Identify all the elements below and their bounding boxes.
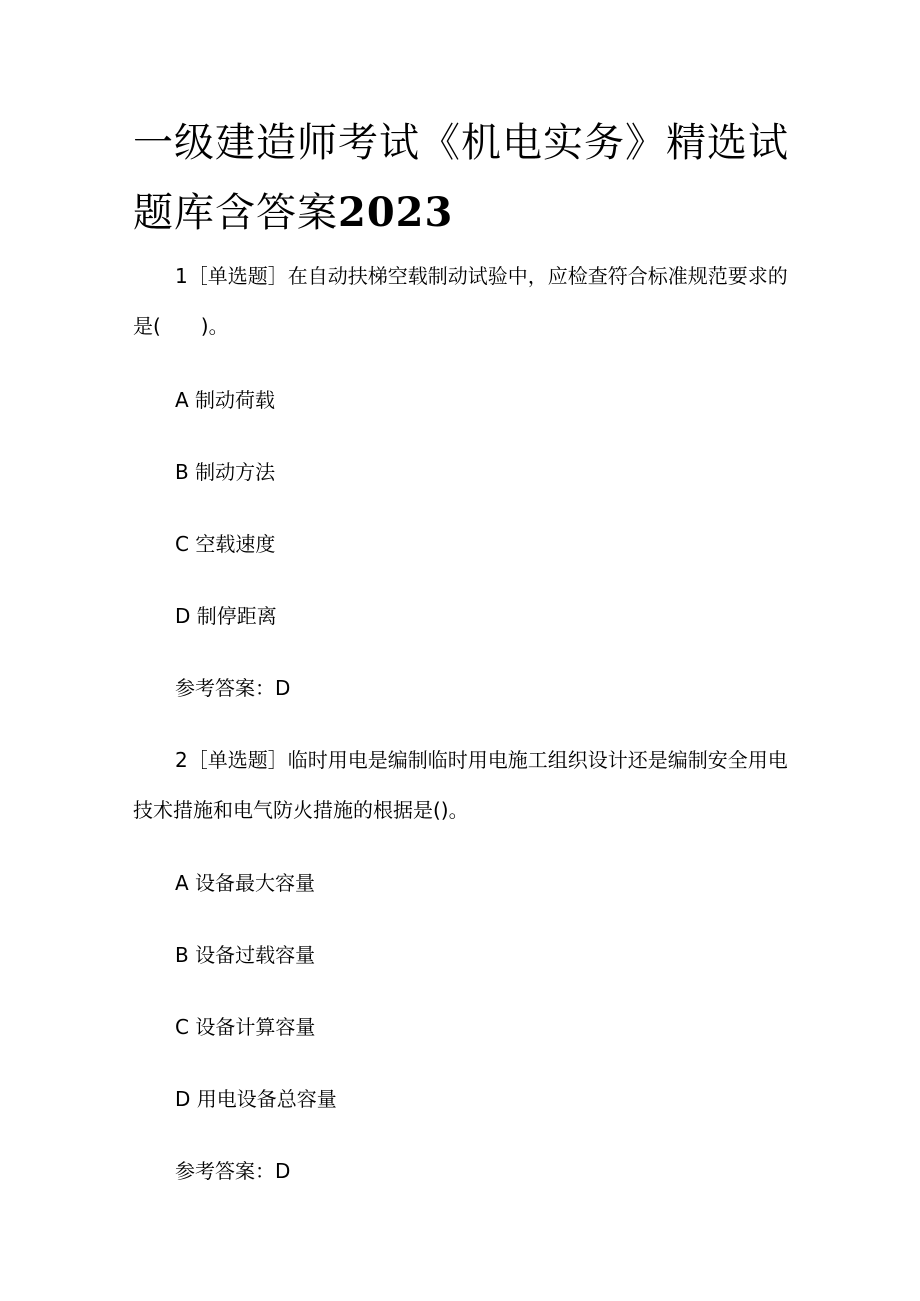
question-1-option-b: B 制动方法 bbox=[175, 460, 276, 484]
question-2-option-c: C 设备计算容量 bbox=[175, 1015, 316, 1039]
question-1-answer: 参考答案：D bbox=[175, 676, 291, 700]
title-year: 2023 bbox=[338, 189, 454, 236]
question-2-option-a: A 设备最大容量 bbox=[175, 871, 316, 895]
question-2-stem-line-2: 技术措施和电气防火措施的根据是()。 bbox=[133, 798, 469, 822]
question-1-stem-line-2: 是( )。 bbox=[133, 314, 229, 338]
question-2-option-d: D 用电设备总容量 bbox=[175, 1087, 337, 1111]
question-1-option-d: D 制停距离 bbox=[175, 604, 277, 628]
question-1-option-c: C 空载速度 bbox=[175, 532, 276, 556]
title-text: 一级建造师考试《机电实务》精选试题库含答案 bbox=[133, 120, 789, 236]
question-1-stem-line-1: 1［单选题］在自动扶梯空载制动试验中，应检查符合标准规范要求的 bbox=[175, 264, 788, 288]
question-2-stem-line-1: 2［单选题］临时用电是编制临时用电施工组织设计还是编制安全用电 bbox=[175, 748, 788, 772]
document-title bbox=[133, 108, 813, 248]
question-2-option-b: B 设备过载容量 bbox=[175, 943, 316, 967]
question-2-answer: 参考答案：D bbox=[175, 1159, 291, 1183]
question-1-option-a: A 制动荷载 bbox=[175, 388, 276, 412]
